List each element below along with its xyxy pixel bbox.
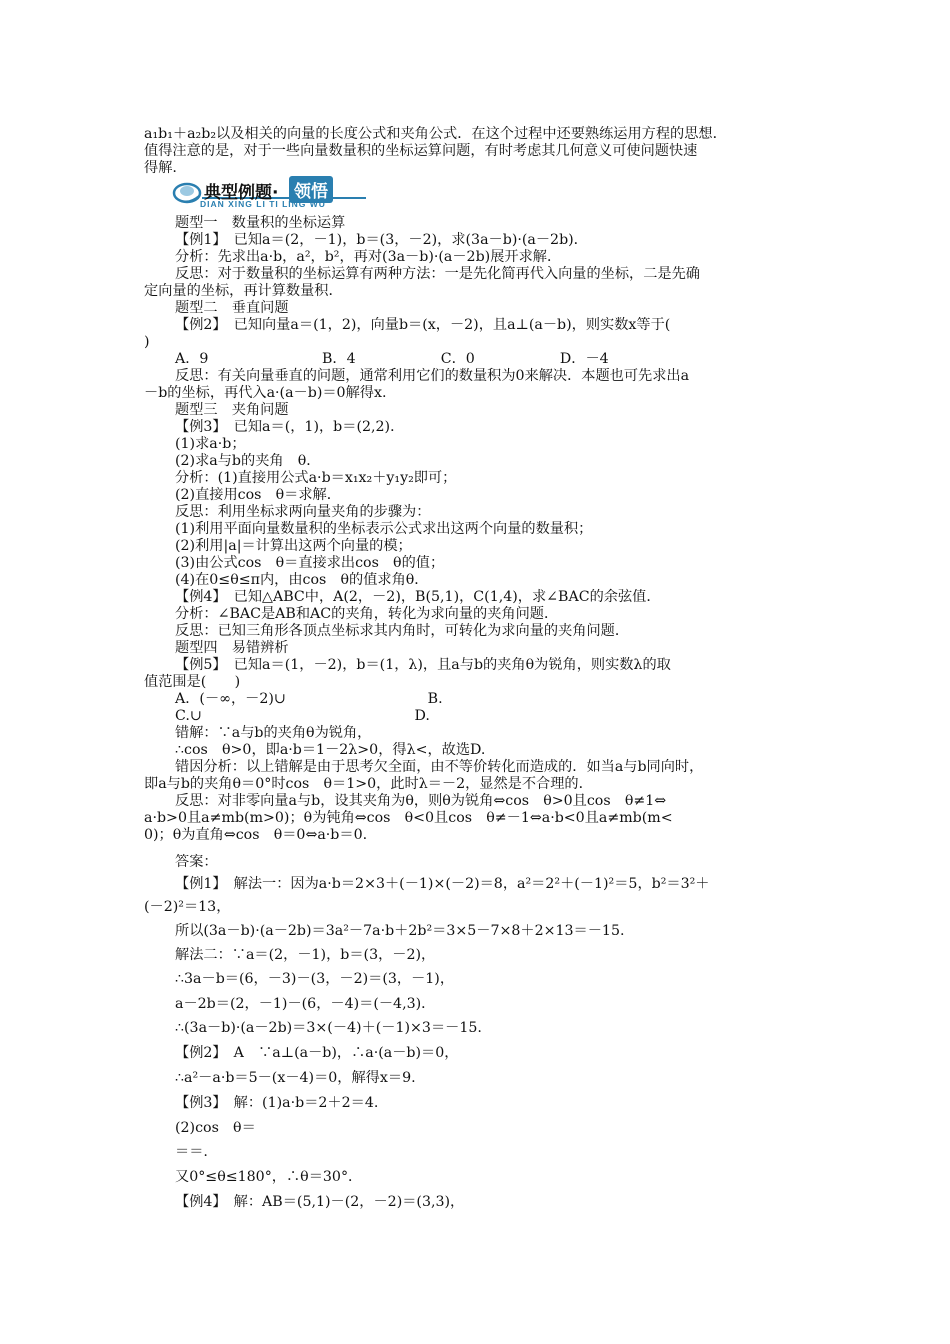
text-line: 错因分析：以上错解是由于思考欠全面，由不等价转化而造成的．如当a与b同向时，: [175, 759, 704, 775]
text-line: a·b>0且a≠mb(m>0)；θ为钝角⇔cos θ<0且cos θ≠－1⇔a·b<0且a≠mb(m<: [144, 810, 673, 826]
text-line: －b的坐标，再代入a·(a－b)＝0解得x.: [144, 385, 387, 401]
text-line: ∴a²－a·b＝5－(x－4)＝0，解得x＝9.: [175, 1070, 416, 1086]
text-line: (2)求a与b的夹角 θ．: [175, 453, 321, 469]
text-line: 【例1】 解法一：因为a·b＝2×3＋(－1)×(－2)＝8，a²＝2²＋(－1)²＝5，b²＝3²＋: [175, 876, 710, 892]
text-line: (2)利用|a|＝计算出这两个向量的模；: [175, 538, 412, 554]
text-line: (1)利用平面向量数量积的坐标表示公式求出这两个向量的数量积；: [175, 521, 593, 537]
text-line: 【例2】 已知向量a＝(1，2)，向量b＝(x，－2)，且a⊥(a－b)，则实数x等于(: [175, 317, 671, 333]
text-line: 【例4】 已知△ABC中，A(2，－2)，B(5,1)，C(1,4)，求∠BAC的余弦值．: [175, 589, 661, 605]
text-line: 分析：∠BAC是AB和AC的夹角，转化为求向量的夹角问题．: [175, 606, 559, 622]
banner-pinyin: DIAN XING LI TI LING WU: [200, 199, 326, 209]
text-line: 反思：已知三角形各顶点坐标求其内角时，可转化为求向量的夹角问题．: [175, 623, 630, 639]
text-line: 解法二：∵a＝(2，－1)，b＝(3，－2)，: [175, 947, 436, 963]
text-line: 反思：有关向量垂直的问题，通常利用它们的数量积为0来解决．本题也可先求出a: [175, 368, 690, 384]
text-line: 【例3】 已知a＝(，1)，b＝(2,2)．: [175, 419, 405, 435]
text-line: 【例1】 已知a＝(2，－1)，b＝(3，－2)，求(3a－b)·(a－2b)．: [175, 232, 588, 248]
text-line: 【例2】 A ∵a⊥(a－b)，∴a·(a－b)＝0，: [175, 1045, 459, 1061]
text-line: ∴cos θ>0，即a·b＝1－2λ>0，得λ<，故选D.: [175, 742, 486, 758]
text-line: (3)由公式cos θ＝直接求出cos θ的值；: [175, 555, 445, 571]
text-line: 【例5】 已知a＝(1，－2)，b＝(1，λ)，且a与b的夹角θ为锐角，则实数λ的取: [175, 657, 671, 673]
banner-title: 典型例题·: [204, 183, 279, 203]
text-line: ∴3a－b＝(6，－3)－(3，－2)＝(3，－1)，: [175, 971, 455, 987]
text-line: 错解：∵a与b的夹角θ为锐角，: [175, 725, 372, 741]
text-line: 反思：对于数量积的坐标运算有两种方法：一是先化简再代入向量的坐标，二是先确: [175, 266, 700, 282]
text-line: C.∪ D.: [175, 708, 430, 724]
text-line: (2)直接用cos θ＝求解．: [175, 487, 341, 503]
text-line: 0)；θ为直角⇔cos θ＝0⇔a·b＝0.: [144, 827, 368, 843]
section-banner: [172, 175, 368, 217]
text-line: 题型三 夹角问题: [175, 402, 289, 418]
text-line: ∴(3a－b)·(a－2b)＝3×(－4)＋(－1)×3＝－15.: [175, 1020, 482, 1036]
intro-line-2: 值得注意的是，对于一些向量数量积的坐标运算问题，有时考虑其几何意义可使问题快速: [144, 143, 698, 159]
intro-line-3: 得解.: [144, 160, 177, 176]
text-line: 又0°≤θ≤180°，∴θ＝30°．: [175, 1169, 363, 1185]
text-line: A．9 B．4 C．0 D．－4: [175, 351, 609, 367]
text-line: 值范围是( ): [144, 674, 241, 690]
text-line: 题型二 垂直问题: [175, 300, 289, 316]
banner-tag: 领悟: [289, 176, 333, 203]
text-line: ＝＝.: [175, 1144, 208, 1160]
text-line: A．(－∞，－2)∪ B.: [175, 691, 443, 707]
text-line: 反思：利用坐标求两向量夹角的步骤为：: [175, 504, 431, 520]
text-line: 【例4】 解：AB＝(5,1)－(2，－2)＝(3,3)，: [175, 1194, 465, 1210]
text-line: 定向量的坐标，再计算数量积．: [144, 283, 343, 299]
text-line: (1)求a·b；: [175, 436, 246, 452]
text-line: 分析：先求出a·b，a²，b²，再对(3a－b)·(a－2b)展开求解．: [175, 249, 562, 265]
text-line: (4)在0≤θ≤π内，由cos θ的值求角θ．: [175, 572, 429, 588]
text-line: (2)cos θ＝: [175, 1120, 256, 1136]
text-line: 分析：(1)直接用公式a·b＝x₁x₂＋y₁y₂即可；: [175, 470, 457, 486]
text-line: (－2)²＝13，: [144, 899, 231, 915]
text-line: 即a与b的夹角θ＝0°时cos θ＝1>0，此时λ＝－2，显然是不合理的．: [144, 776, 593, 792]
text-line: 所以(3a－b)·(a－2b)＝3a²－7a·b＋2b²＝3×5－7×8＋2×13＝－15.: [175, 923, 625, 939]
text-line: 题型四 易错辨析: [175, 640, 289, 656]
text-line: 答案：: [175, 854, 218, 870]
intro-line-1: a₁b₁＋a₂b₂以及相关的向量的长度公式和夹角公式．在这个过程中还要熟练运用方程的思想．: [144, 126, 727, 142]
text-line: 【例3】 解：(1)a·b＝2＋2＝4.: [175, 1095, 379, 1111]
text-line: ): [144, 334, 150, 350]
text-line: 反思：对非零向量a与b，设其夹角为θ，则θ为锐角⇔cos θ>0且cos θ≠1⇔: [175, 793, 667, 809]
text-line: 题型一 数量积的坐标运算: [175, 215, 346, 231]
text-line: a－2b＝(2，－1)－(6，－4)＝(－4,3)．: [175, 996, 436, 1012]
swirl-logo-icon: [172, 178, 202, 206]
